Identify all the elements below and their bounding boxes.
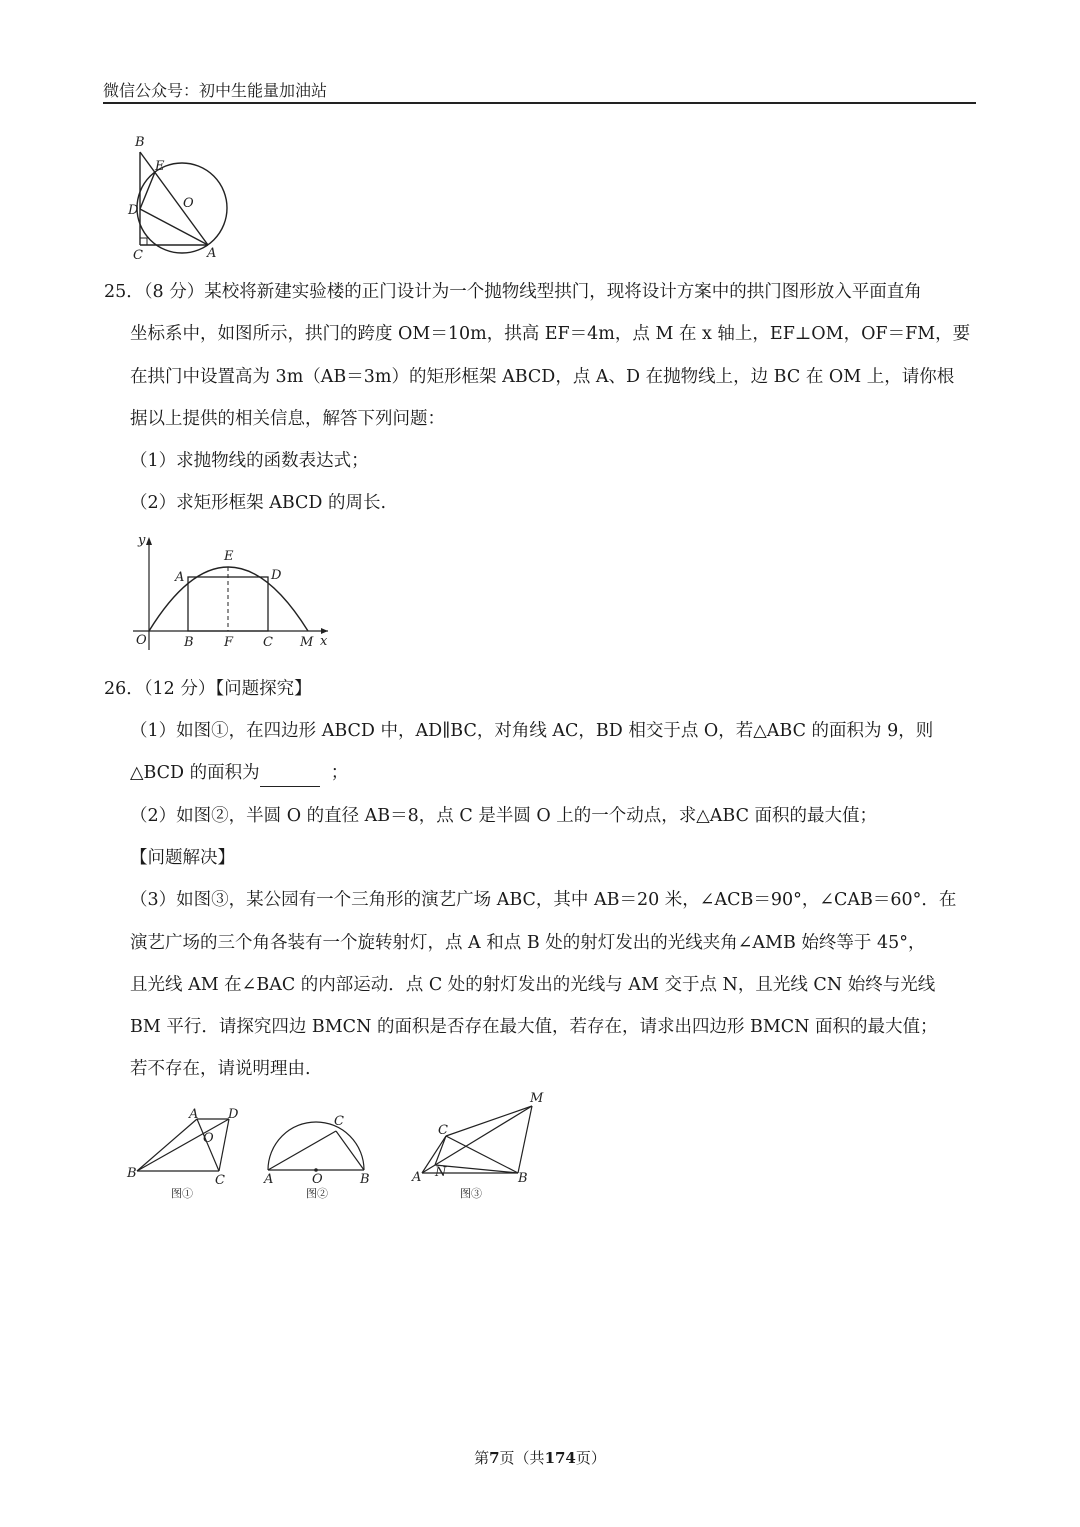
q25-line-2: 坐标系中，如图所示，拱门的跨度 OM＝10m，拱高 EF＝4m，点 M 在 x 轴上，EF⊥OM，OF＝FM，要: [130, 324, 971, 344]
footer-page: 7: [489, 1449, 500, 1467]
q26-line-9: BM 平行．请探究四边 BMCN 的面积是否存在最大值，若存在，请求出四边形 BMCN 面积的最大值；: [130, 1017, 938, 1037]
label-F: F: [224, 635, 234, 650]
q25-line-4: 据以上提供的相关信息，解答下列问题：: [130, 409, 445, 429]
q26-line-2: （1）如图①，在四边形 ABCD 中，AD∥BC，对角线 AC，BD 相交于点 O，若△ABC 的面积为 9，则: [130, 721, 934, 741]
page-footer: [0, 1447, 1080, 1468]
footer-mid: 页（共: [499, 1449, 545, 1467]
q25-line-6: （2）求矩形框架 ABCD 的周长.: [130, 493, 387, 513]
q26-line-6: （3）如图③，某公园有一个三角形的演艺广场 ABC，其中 AB＝20 米，∠ACB＝90°，∠CAB＝60°．在: [130, 890, 957, 910]
q25-line-3: 在拱门中设置高为 3m（AB＝3m）的矩形框架 ABCD，点 A、D 在抛物线上，边 BC 在 OM 上，请你根: [130, 367, 955, 387]
footer-total: 174: [544, 1449, 576, 1467]
label-C: C: [215, 1173, 225, 1188]
caption-1: 图①: [171, 1187, 193, 1200]
label-B: B: [518, 1171, 528, 1186]
label-O: O: [183, 196, 194, 211]
caption-3: 图③: [460, 1187, 482, 1200]
label-E: E: [224, 549, 234, 564]
label-D: D: [271, 568, 282, 583]
label-A: A: [207, 246, 217, 261]
label-A: A: [412, 1170, 422, 1185]
label-B: B: [184, 635, 194, 650]
figure-3: [408, 1090, 548, 1200]
label-N: N: [435, 1165, 447, 1180]
label-B: B: [127, 1166, 137, 1181]
parabola-figure: [128, 532, 338, 654]
label-M: M: [530, 1091, 544, 1106]
footer-pre: 第: [474, 1449, 490, 1467]
q26-line-8: 且光线 AM 在∠BAC 的内部运动．点 C 处的射灯发出的光线与 AM 交于点 N，且光线 CN 始终与光线: [130, 975, 936, 995]
label-D: D: [128, 203, 139, 218]
label-y: y: [138, 533, 146, 548]
footer-post: 页）: [575, 1449, 606, 1467]
q26-line-7: 演艺广场的三个角各装有一个旋转射灯，点 A 和点 B 处的射灯发出的光线夹角∠AMB 始终等于 45°，: [130, 933, 926, 953]
q25-line-1: 25．（8 分）某校将新建实验楼的正门设计为一个抛物线型拱门，现将设计方案中的拱门图形放入平面直角: [104, 282, 922, 302]
answer-blank[interactable]: [260, 768, 320, 787]
circle-figure: [125, 132, 235, 262]
figure-1: [125, 1105, 245, 1200]
label-x: x: [320, 634, 328, 649]
q26-line-4: （2）如图②，半圆 O 的直径 AB＝8，点 C 是半圆 O 上的一个动点，求△ABC 面积的最大值；: [130, 806, 878, 826]
label-O: O: [312, 1172, 323, 1187]
q26-line-3: [130, 759, 348, 787]
label-A: A: [175, 570, 185, 585]
label-D: D: [228, 1107, 239, 1122]
q25-line-5: （1）求抛物线的函数表达式；: [130, 451, 369, 471]
caption-2: 图②: [306, 1187, 328, 1200]
label-O: O: [136, 633, 147, 648]
label-M: M: [300, 635, 314, 650]
label-C: C: [334, 1114, 344, 1129]
q26-line-1: 26．（12 分）【问题探究】: [104, 679, 312, 699]
header-text: 微信公众号：初中生能量加油站: [103, 81, 328, 100]
q26-line-5: 【问题解决】: [130, 848, 235, 868]
label-E: E: [155, 159, 165, 174]
q26-line-3-end: ；: [330, 763, 349, 783]
q26-line-10: 若不存在，请说明理由.: [130, 1059, 311, 1079]
q26-line-3-text: △BCD 的面积为: [130, 763, 260, 783]
label-A: A: [189, 1107, 199, 1122]
label-C: C: [133, 248, 143, 262]
label-A: A: [264, 1172, 274, 1187]
figure-2: [258, 1105, 378, 1200]
label-O: O: [203, 1131, 214, 1146]
label-C: C: [438, 1123, 448, 1138]
label-C: C: [263, 635, 273, 650]
page-header: [103, 78, 976, 104]
label-B: B: [360, 1172, 370, 1187]
label-B: B: [135, 135, 145, 150]
